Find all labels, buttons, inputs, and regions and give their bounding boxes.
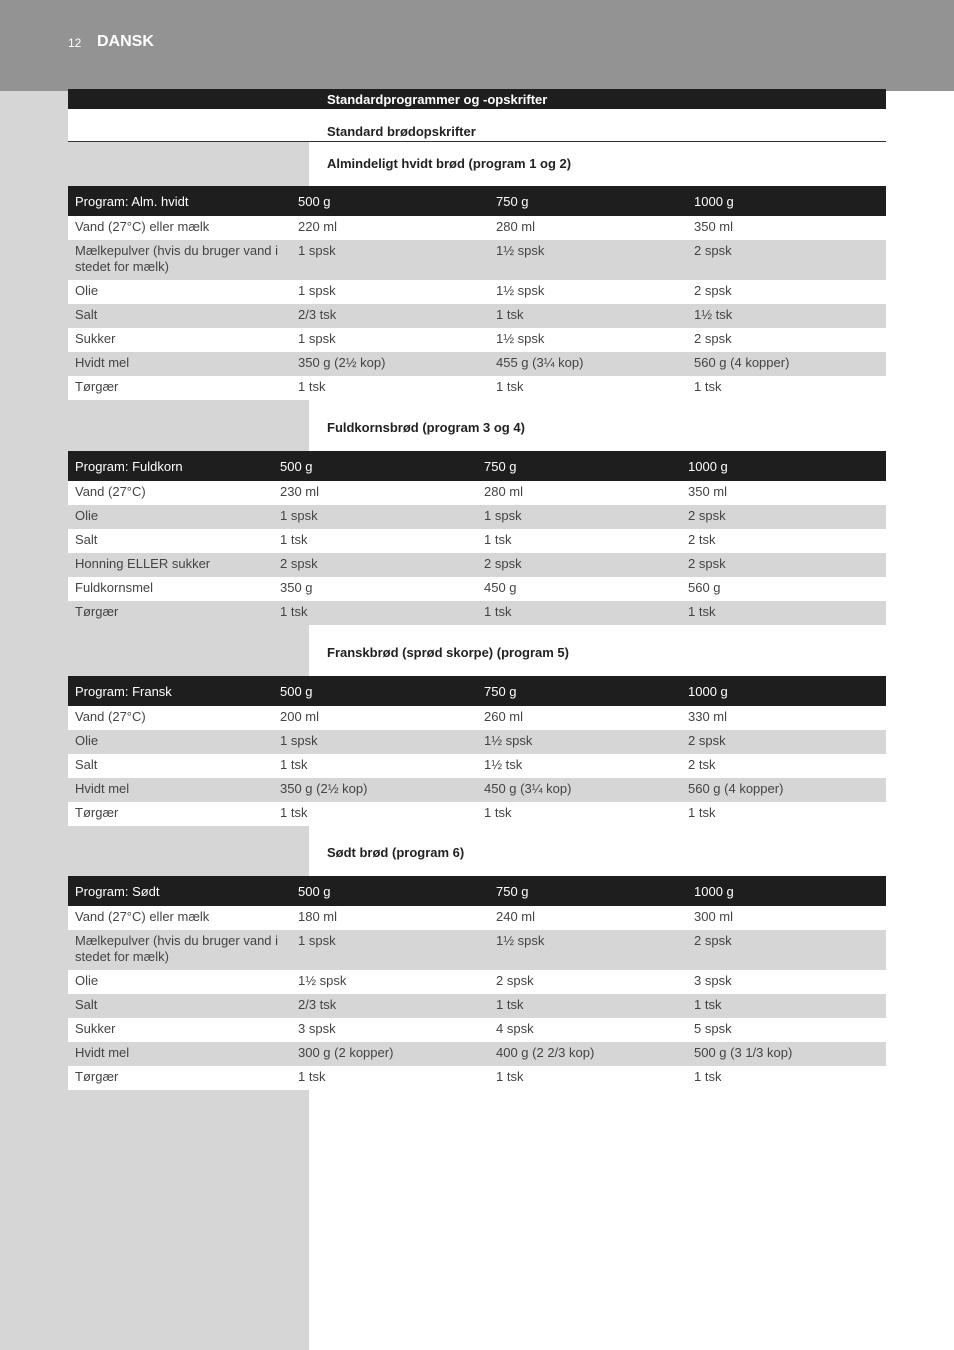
table-row [68,802,886,826]
amount-cell: 350 g (2½ kop) [273,778,477,802]
amount-cell: 4 spsk [489,1018,687,1042]
amount-cell: 2 spsk [489,970,687,994]
amount-cell: 450 g [477,577,681,601]
table-row [68,754,886,778]
ingredient-cell: Fuldkornsmel [68,577,273,601]
table-row [68,970,886,994]
amount-cell: 1 tsk [681,601,886,625]
recipe-table-sweet-bread [68,876,886,1090]
column-header: 1000 g [681,451,886,481]
table-row [68,730,886,754]
ingredient-cell: Hvidt mel [68,1042,291,1066]
amount-cell: 1½ tsk [687,304,886,328]
ingredient-cell: Mælkepulver (hvis du bruger vand i stedet for mælk) [68,240,291,280]
amount-cell: 280 ml [477,481,681,505]
column-header: 500 g [291,876,489,906]
ingredient-cell: Olie [68,505,273,529]
amount-cell: 240 ml [489,906,687,930]
amount-cell: 200 ml [273,706,477,730]
amount-cell: 1 tsk [477,601,681,625]
subsection-title: Standard brødopskrifter [327,124,476,139]
amount-cell: 2 spsk [687,280,886,304]
column-header: 1000 g [681,676,886,706]
page-number: 12 [68,36,82,50]
recipe-heading-white-bread: Almindeligt hvidt brød (program 1 og 2) [327,156,572,171]
amount-cell: 3 spsk [291,1018,489,1042]
table-row [68,601,886,625]
table-row [68,553,886,577]
ingredient-cell: Hvidt mel [68,352,291,376]
column-header: Program: Sødt [68,876,291,906]
ingredient-cell: Tørgær [68,601,273,625]
table-row [68,240,886,280]
amount-cell: 2 spsk [681,553,886,577]
ingredient-cell: Salt [68,754,273,778]
table-row [68,328,886,352]
amount-cell: 1 tsk [273,802,477,826]
recipe-table-french-bread [68,676,886,826]
ingredient-cell: Hvidt mel [68,778,273,802]
amount-cell: 300 ml [687,906,886,930]
table-row [68,706,886,730]
column-header: 750 g [489,186,687,216]
table-row [68,930,886,970]
ingredient-cell: Olie [68,730,273,754]
amount-cell: 1 spsk [477,505,681,529]
amount-cell: 500 g (3 1/3 kop) [687,1042,886,1066]
recipe-table-wholegrain-bread [68,451,886,625]
amount-cell: 350 g [273,577,477,601]
table-row [68,376,886,400]
amount-cell: 180 ml [291,906,489,930]
table-row [68,505,886,529]
amount-cell: 2/3 tsk [291,304,489,328]
column-header: 750 g [477,451,681,481]
table-row [68,216,886,240]
amount-cell: 2 spsk [681,730,886,754]
amount-cell: 2 spsk [687,930,886,970]
amount-cell: 3 spsk [687,970,886,994]
table-row [68,1042,886,1066]
ingredient-cell: Salt [68,304,291,328]
amount-cell: 560 g [681,577,886,601]
ingredient-cell: Tørgær [68,802,273,826]
table-row [68,1066,886,1090]
amount-cell: 350 g (2½ kop) [291,352,489,376]
amount-cell: 2 tsk [681,754,886,778]
table-row [68,778,886,802]
amount-cell: 560 g (4 kopper) [687,352,886,376]
recipe-heading-sweet-bread: Sødt brød (program 6) [327,845,465,860]
ingredient-cell: Tørgær [68,1066,291,1090]
recipe-table-white-bread [68,186,886,400]
table-row [68,529,886,553]
amount-cell: 350 ml [681,481,886,505]
table-row [68,352,886,376]
amount-cell: 1½ spsk [489,240,687,280]
ingredient-cell: Salt [68,529,273,553]
amount-cell: 300 g (2 kopper) [291,1042,489,1066]
amount-cell: 1½ spsk [489,280,687,304]
amount-cell: 260 ml [477,706,681,730]
amount-cell: 1 tsk [489,304,687,328]
amount-cell: 1 tsk [477,529,681,553]
table-row [68,1018,886,1042]
table-header-row [68,676,886,706]
amount-cell: 1 spsk [291,328,489,352]
amount-cell: 1 tsk [687,1066,886,1090]
ingredient-cell: Tørgær [68,376,291,400]
column-header: 500 g [273,451,477,481]
amount-cell: 1 spsk [273,505,477,529]
amount-cell: 330 ml [681,706,886,730]
amount-cell: 2 spsk [687,240,886,280]
ingredient-cell: Sukker [68,328,291,352]
amount-cell: 280 ml [489,216,687,240]
amount-cell: 1 tsk [687,376,886,400]
amount-cell: 455 g (3¼ kop) [489,352,687,376]
ingredient-cell: Mælkepulver (hvis du bruger vand i stedet for mælk) [68,930,291,970]
column-header: 500 g [273,676,477,706]
section-title: Standardprogrammer og -opskrifter [327,92,548,107]
ingredient-cell: Olie [68,280,291,304]
ingredient-cell: Honning ELLER sukker [68,553,273,577]
table-row [68,906,886,930]
amount-cell: 5 spsk [687,1018,886,1042]
amount-cell: 1 tsk [273,601,477,625]
amount-cell: 450 g (3¼ kop) [477,778,681,802]
table-row [68,994,886,1018]
table-header-row [68,451,886,481]
column-header: 500 g [291,186,489,216]
amount-cell: 2 spsk [687,328,886,352]
amount-cell: 1 tsk [477,802,681,826]
column-header: Program: Fransk [68,676,273,706]
ingredient-cell: Vand (27°C) eller mælk [68,216,291,240]
ingredient-cell: Salt [68,994,291,1018]
language-title: DANSK [97,33,154,50]
amount-cell: 220 ml [291,216,489,240]
recipe-heading-wholegrain-bread: Fuldkornsbrød (program 3 og 4) [327,420,525,435]
table-row [68,481,886,505]
subsection-divider [68,141,886,142]
ingredient-cell: Vand (27°C) eller mælk [68,906,291,930]
amount-cell: 1 tsk [681,802,886,826]
column-header: Program: Alm. hvidt [68,186,291,216]
amount-cell: 1 tsk [489,994,687,1018]
column-header: 750 g [489,876,687,906]
amount-cell: 1½ tsk [477,754,681,778]
amount-cell: 2 spsk [273,553,477,577]
ingredient-cell: Sukker [68,1018,291,1042]
amount-cell: 2 spsk [477,553,681,577]
amount-cell: 1½ spsk [489,930,687,970]
ingredient-cell: Vand (27°C) [68,706,273,730]
amount-cell: 1 tsk [489,376,687,400]
amount-cell: 230 ml [273,481,477,505]
column-header: 750 g [477,676,681,706]
ingredient-cell: Vand (27°C) [68,481,273,505]
amount-cell: 1 spsk [291,930,489,970]
amount-cell: 1 tsk [291,376,489,400]
ingredient-cell: Olie [68,970,291,994]
amount-cell: 1 spsk [291,280,489,304]
amount-cell: 2 tsk [681,529,886,553]
column-header: Program: Fuldkorn [68,451,273,481]
table-header-row [68,876,886,906]
amount-cell: 1½ spsk [291,970,489,994]
amount-cell: 1 spsk [291,240,489,280]
amount-cell: 1 spsk [273,730,477,754]
subsection-left-block [68,109,309,141]
amount-cell: 400 g (2 2/3 kop) [489,1042,687,1066]
table-header-row [68,186,886,216]
amount-cell: 350 ml [687,216,886,240]
table-row [68,280,886,304]
column-header: 1000 g [687,186,886,216]
amount-cell: 1 tsk [291,1066,489,1090]
amount-cell: 1 tsk [273,754,477,778]
amount-cell: 560 g (4 kopper) [681,778,886,802]
amount-cell: 2 spsk [681,505,886,529]
table-row [68,577,886,601]
amount-cell: 1½ spsk [489,328,687,352]
amount-cell: 1 tsk [489,1066,687,1090]
recipe-heading-french-bread: Franskbrød (sprød skorpe) (program 5) [327,645,569,660]
amount-cell: 1½ spsk [477,730,681,754]
column-header: 1000 g [687,876,886,906]
table-row [68,304,886,328]
amount-cell: 2/3 tsk [291,994,489,1018]
amount-cell: 1 tsk [273,529,477,553]
amount-cell: 1 tsk [687,994,886,1018]
